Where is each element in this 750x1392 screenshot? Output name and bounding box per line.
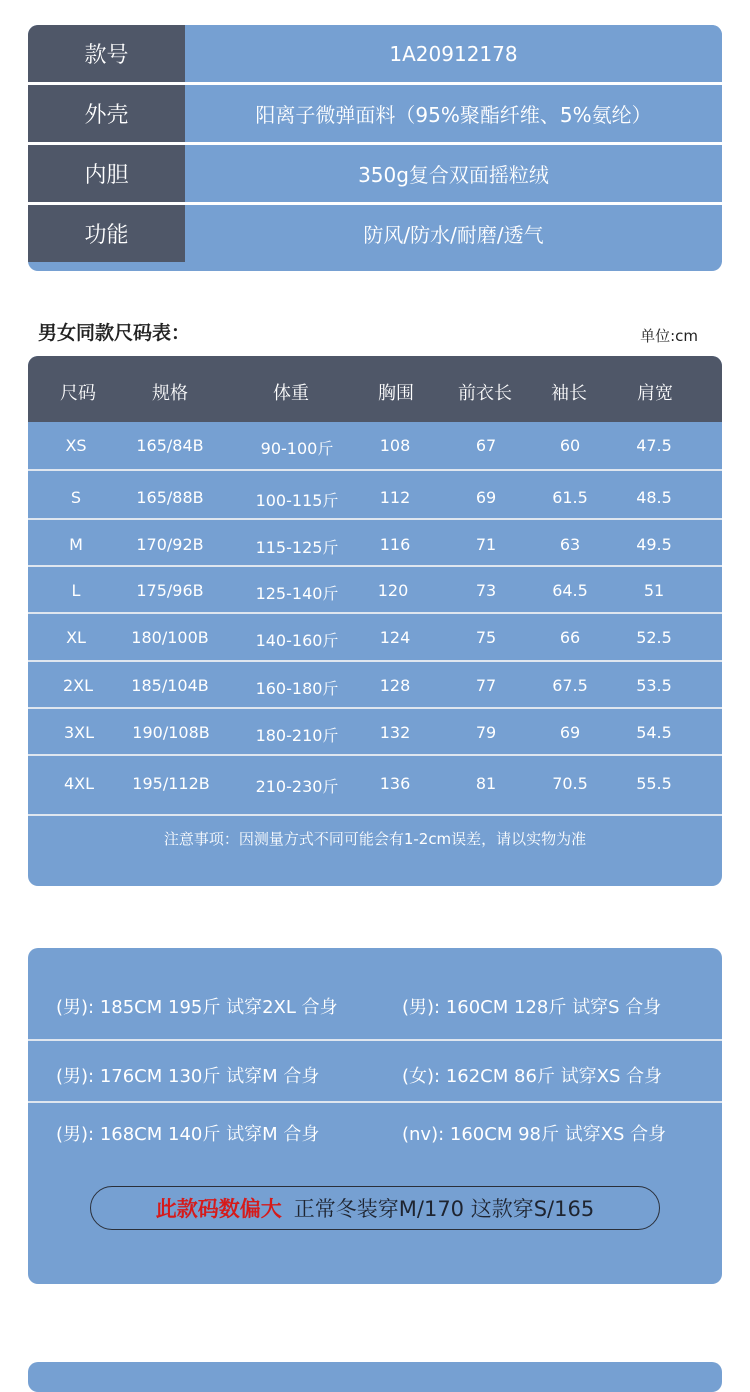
- table-cell: 210-230斤: [255, 777, 339, 796]
- header-cell: 前衣长: [458, 383, 512, 404]
- table-cell: 51: [643, 581, 665, 600]
- table-cell: 115-125斤: [255, 538, 339, 557]
- table-cell: 61.5: [552, 488, 588, 507]
- spec-key: 内胆: [28, 145, 185, 202]
- table-cell: XS: [65, 436, 87, 455]
- table-cell: 132: [379, 723, 411, 742]
- table-cell: 120: [377, 581, 409, 600]
- table-cell: 81: [475, 774, 497, 793]
- size-advice-text: 正常冬装穿M/170 这款穿S/165: [293, 1197, 595, 1221]
- table-cell: 90-100斤: [260, 439, 334, 458]
- table-cell: 55.5: [636, 774, 672, 793]
- size-table-title: 男女同款尺码表：: [38, 322, 191, 344]
- table-cell: 4XL: [63, 774, 95, 793]
- header-cell: 体重: [273, 383, 309, 404]
- size-warning-text: 此款码数偏大: [155, 1197, 282, 1221]
- spec-key: 功能: [28, 205, 185, 262]
- spec-key: 款号: [28, 25, 185, 82]
- table-cell: 140-160斤: [255, 631, 339, 650]
- table-cell: 116: [379, 535, 411, 554]
- table-cell: 112: [379, 488, 411, 507]
- table-cell: 190/108B: [132, 723, 210, 742]
- divider: [28, 1101, 722, 1103]
- header-cell: 尺码: [60, 383, 96, 404]
- divider: [28, 469, 722, 471]
- divider: [28, 754, 722, 756]
- table-cell: 100-115斤: [255, 491, 339, 510]
- size-advice-badge: [90, 1186, 660, 1230]
- table-cell: 128: [379, 676, 411, 695]
- fit-entry: (nv): 160CM 98斤 试穿XS 合身: [402, 1124, 667, 1145]
- spec-key: 外壳: [28, 85, 185, 142]
- size-table: [28, 356, 722, 886]
- table-cell: 67.5: [552, 676, 588, 695]
- header-cell: 胸围: [378, 383, 414, 404]
- table-cell: 60: [559, 436, 581, 455]
- table-cell: 195/112B: [132, 774, 210, 793]
- spec-row-shell: [28, 85, 722, 142]
- table-cell: 125-140斤: [255, 584, 339, 603]
- divider: [28, 814, 722, 816]
- header-cell: 肩宽: [637, 383, 673, 404]
- table-cell: 170/92B: [136, 535, 204, 554]
- table-cell: 67: [475, 436, 497, 455]
- divider: [28, 612, 722, 614]
- table-cell: 185/104B: [131, 676, 209, 695]
- table-cell: 71: [475, 535, 497, 554]
- table-cell: 77: [475, 676, 497, 695]
- fit-entry: (男): 160CM 128斤 试穿S 合身: [402, 997, 662, 1018]
- table-cell: 180-210斤: [255, 726, 339, 745]
- table-cell: 75: [475, 628, 497, 647]
- table-cell: 49.5: [636, 535, 672, 554]
- table-cell: 47.5: [636, 436, 672, 455]
- table-cell: 3XL: [63, 723, 95, 742]
- spec-value: 1A20912178: [185, 25, 722, 82]
- spec-value: 防风/防水/耐磨/透气: [185, 205, 722, 262]
- table-cell: 54.5: [636, 723, 672, 742]
- spec-row-function: [28, 205, 722, 262]
- divider: [28, 707, 722, 709]
- divider: [28, 518, 722, 520]
- table-cell: M: [69, 535, 83, 554]
- measurement-notice: 注意事项：因测量方式不同可能会有1-2cm误差，请以实物为准: [163, 830, 587, 848]
- table-cell: L: [71, 581, 81, 600]
- table-cell: 52.5: [636, 628, 672, 647]
- table-cell: 108: [379, 436, 411, 455]
- table-cell: 63: [559, 535, 581, 554]
- divider: [28, 660, 722, 662]
- table-cell: 66: [559, 628, 581, 647]
- fit-entry: (女): 162CM 86斤 试穿XS 合身: [402, 1066, 663, 1087]
- spec-row-style-number: [28, 25, 722, 82]
- table-cell: 69: [475, 488, 497, 507]
- spec-value: 350g复合双面摇粒绒: [185, 145, 722, 202]
- table-cell: 160-180斤: [255, 679, 339, 698]
- table-cell: 70.5: [552, 774, 588, 793]
- size-table-header: [28, 356, 722, 422]
- table-cell: 73: [475, 581, 497, 600]
- table-cell: 175/96B: [136, 581, 204, 600]
- table-cell: XL: [66, 628, 86, 647]
- table-cell: 79: [475, 723, 497, 742]
- table-cell: 53.5: [636, 676, 672, 695]
- fit-reference-panel: [28, 948, 722, 1284]
- divider: [28, 565, 722, 567]
- table-cell: 48.5: [636, 488, 672, 507]
- table-cell: S: [70, 488, 82, 507]
- size-table-unit: 单位:cm: [640, 327, 698, 345]
- fit-entry: (男): 168CM 140斤 试穿M 合身: [56, 1124, 320, 1145]
- table-cell: 180/100B: [131, 628, 209, 647]
- next-section-panel: [28, 1362, 722, 1392]
- header-cell: 袖长: [551, 383, 587, 404]
- divider: [28, 1039, 722, 1041]
- table-cell: 2XL: [62, 676, 94, 695]
- table-cell: 124: [379, 628, 411, 647]
- spec-row-lining: [28, 145, 722, 202]
- table-cell: 136: [379, 774, 411, 793]
- table-cell: 69: [559, 723, 581, 742]
- fit-entry: (男): 185CM 195斤 试穿2XL 合身: [56, 997, 338, 1018]
- table-cell: 64.5: [552, 581, 588, 600]
- table-cell: 165/88B: [136, 488, 204, 507]
- header-cell: 规格: [152, 383, 188, 404]
- table-cell: 165/84B: [136, 436, 204, 455]
- product-spec-panel: [28, 25, 722, 271]
- fit-entry: (男): 176CM 130斤 试穿M 合身: [56, 1066, 320, 1087]
- spec-value: 阳离子微弹面料（95%聚酯纤维、5%氨纶）: [185, 85, 722, 142]
